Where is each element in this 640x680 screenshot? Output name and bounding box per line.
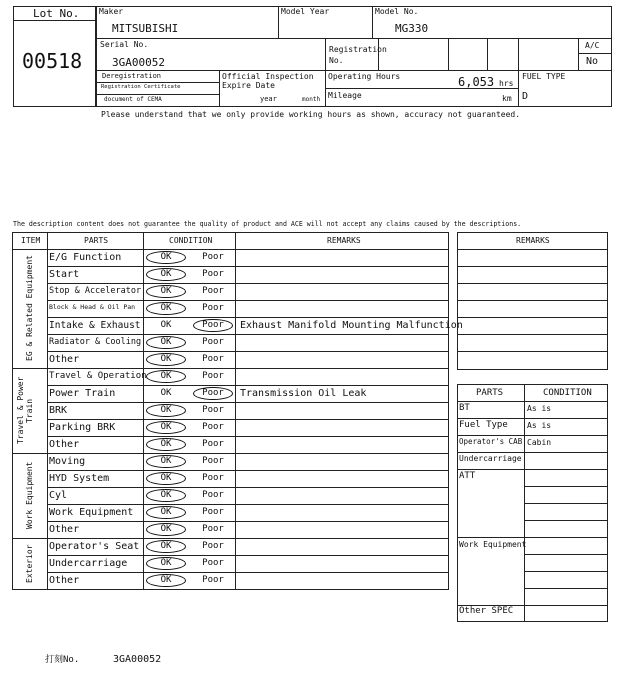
poor-option: Poor <box>202 286 224 296</box>
operating-hours-value: 6,053 <box>458 75 495 89</box>
ok-option: OK <box>160 320 172 330</box>
parts-header: PARTS <box>84 236 109 245</box>
serial-label: Serial No. <box>100 40 149 49</box>
cema-label: document of CEMA <box>104 96 162 103</box>
part-label: Other <box>49 354 80 365</box>
mileage-label: Mileage <box>328 91 362 100</box>
ac-value: No <box>586 56 599 67</box>
operating-hours-label: Operating Hours <box>328 72 401 81</box>
ok-selected: OK <box>146 302 186 315</box>
part-label: Other <box>49 439 80 450</box>
group-label: Work Equipment <box>25 461 34 530</box>
poor-option: Poor <box>202 405 224 415</box>
ok-selected: OK <box>146 285 186 298</box>
part-label: BRK <box>49 405 68 416</box>
poor-option: Poor <box>202 371 224 381</box>
part-label: Moving <box>49 456 86 467</box>
part-label: Operator's Seat <box>49 541 140 552</box>
part-label: HYD System <box>49 473 110 484</box>
group-label: Exterior <box>25 544 34 583</box>
ok-selected: OK <box>146 268 186 281</box>
ac-label: A/C <box>585 41 600 50</box>
hours-notice: Please understand that we only provide working hours as shown, accuracy not guaranteed. <box>101 110 521 119</box>
poor-option: Poor <box>202 422 224 432</box>
ok-selected: OK <box>146 540 186 553</box>
disclaimer: The description content does not guarantee the quality of product and ACE will not accept any claims caused by the descriptions. <box>13 220 522 228</box>
right-condition-value: Cabin <box>527 438 552 447</box>
part-label: Cyl <box>49 490 68 501</box>
poor-option: Poor <box>202 507 224 517</box>
poor-option: Poor <box>202 558 224 568</box>
km-label: km <box>502 94 512 103</box>
condition-header: CONDITION <box>169 236 213 245</box>
right-part-label: Undercarriage <box>459 454 522 463</box>
ok-selected: OK <box>146 353 186 366</box>
ok-selected: OK <box>146 557 186 570</box>
serial-value: 3GA00052 <box>112 56 165 69</box>
remark-text: Transmission Oil Leak <box>240 388 367 399</box>
part-label: Power Train <box>49 388 116 399</box>
right-condition-header: CONDITION <box>543 388 592 398</box>
poor-option: Poor <box>202 524 224 534</box>
maker-value: MITSUBISHI <box>112 22 179 35</box>
part-label: Work Equipment <box>49 507 134 518</box>
right-condition-value: As is <box>527 404 552 413</box>
poor-option: Poor <box>202 439 224 449</box>
model-year-label: Model Year <box>281 7 330 16</box>
right-part-label: Fuel Type <box>459 420 508 430</box>
ok-selected: OK <box>146 472 186 485</box>
right-condition-value: As is <box>527 421 552 430</box>
group-label: EG & Related Equipment <box>25 255 34 362</box>
item-header: ITEM <box>21 236 41 245</box>
stamp-value: 3GA00052 <box>113 654 162 665</box>
ok-selected: OK <box>146 438 186 451</box>
poor-selected: Poor <box>193 319 233 332</box>
right-part-label: Other SPEC <box>459 606 514 616</box>
poor-option: Poor <box>202 303 224 313</box>
maker-label: Maker <box>99 7 124 16</box>
fuel-type-value: D <box>522 91 529 102</box>
remark-text: Exhaust Manifold Mounting Malfunction <box>240 320 463 331</box>
part-label: Start <box>49 269 80 280</box>
part-label: Stop & Accelerator <box>49 286 142 296</box>
month-label: month <box>302 96 321 103</box>
model-no-label: Model No. <box>375 7 419 16</box>
ok-selected: OK <box>146 455 186 468</box>
ok-selected: OK <box>146 421 186 434</box>
right-part-label: BT <box>459 403 470 413</box>
part-label: Block & Head & Oil Pan <box>49 303 136 311</box>
part-label: Intake & Exhaust <box>49 320 141 331</box>
lot-label: Lot No. <box>33 7 80 20</box>
model-no-value: MG330 <box>395 22 429 35</box>
poor-option: Poor <box>202 575 224 585</box>
poor-option: Poor <box>202 354 224 364</box>
ok-option: OK <box>160 388 172 398</box>
part-label: E/G Function <box>49 252 122 263</box>
inspection-label: Official Inspection Expire Date <box>222 72 314 90</box>
year-label: year <box>260 95 277 103</box>
poor-option: Poor <box>202 473 224 483</box>
right-parts-header: PARTS <box>476 388 504 398</box>
group-label: Travel & Power Train <box>16 376 34 445</box>
fuel-type-label: FUEL TYPE <box>522 72 566 81</box>
part-label: Other <box>49 575 80 586</box>
ok-selected: OK <box>146 489 186 502</box>
poor-selected: Poor <box>193 387 233 400</box>
ok-selected: OK <box>146 336 186 349</box>
poor-option: Poor <box>202 541 224 551</box>
ok-selected: OK <box>146 523 186 536</box>
hrs-label: hrs <box>499 79 514 88</box>
right-part-label: ATT <box>459 471 476 481</box>
part-label: Other <box>49 524 80 535</box>
ok-selected: OK <box>146 404 186 417</box>
part-label: Travel & Operation <box>49 371 147 381</box>
ok-selected: OK <box>146 370 186 383</box>
part-label: Undercarriage <box>49 558 128 569</box>
deregistration-label: Deregistration <box>102 72 162 80</box>
registration-certificate-label: Registration Certificate <box>101 84 181 90</box>
right-remarks-header: REMARKS <box>516 236 550 245</box>
poor-option: Poor <box>202 252 224 262</box>
ok-selected: OK <box>146 251 186 264</box>
poor-option: Poor <box>202 456 224 466</box>
ok-selected: OK <box>146 574 186 587</box>
registration-label: Registration No. <box>329 45 387 65</box>
lot-number: 00518 <box>22 49 83 73</box>
right-part-label: Work Equipment <box>459 540 527 549</box>
ok-selected: OK <box>146 506 186 519</box>
right-remarks-frame <box>457 232 608 370</box>
stamp-label: 打刻No. <box>45 655 80 665</box>
remarks-header: REMARKS <box>327 236 361 245</box>
poor-option: Poor <box>202 269 224 279</box>
right-part-label: Operator's CAB <box>459 437 523 446</box>
poor-option: Poor <box>202 490 224 500</box>
poor-option: Poor <box>202 337 224 347</box>
part-label: Parking BRK <box>49 422 116 433</box>
part-label: Radiator & Cooling <box>49 337 142 347</box>
